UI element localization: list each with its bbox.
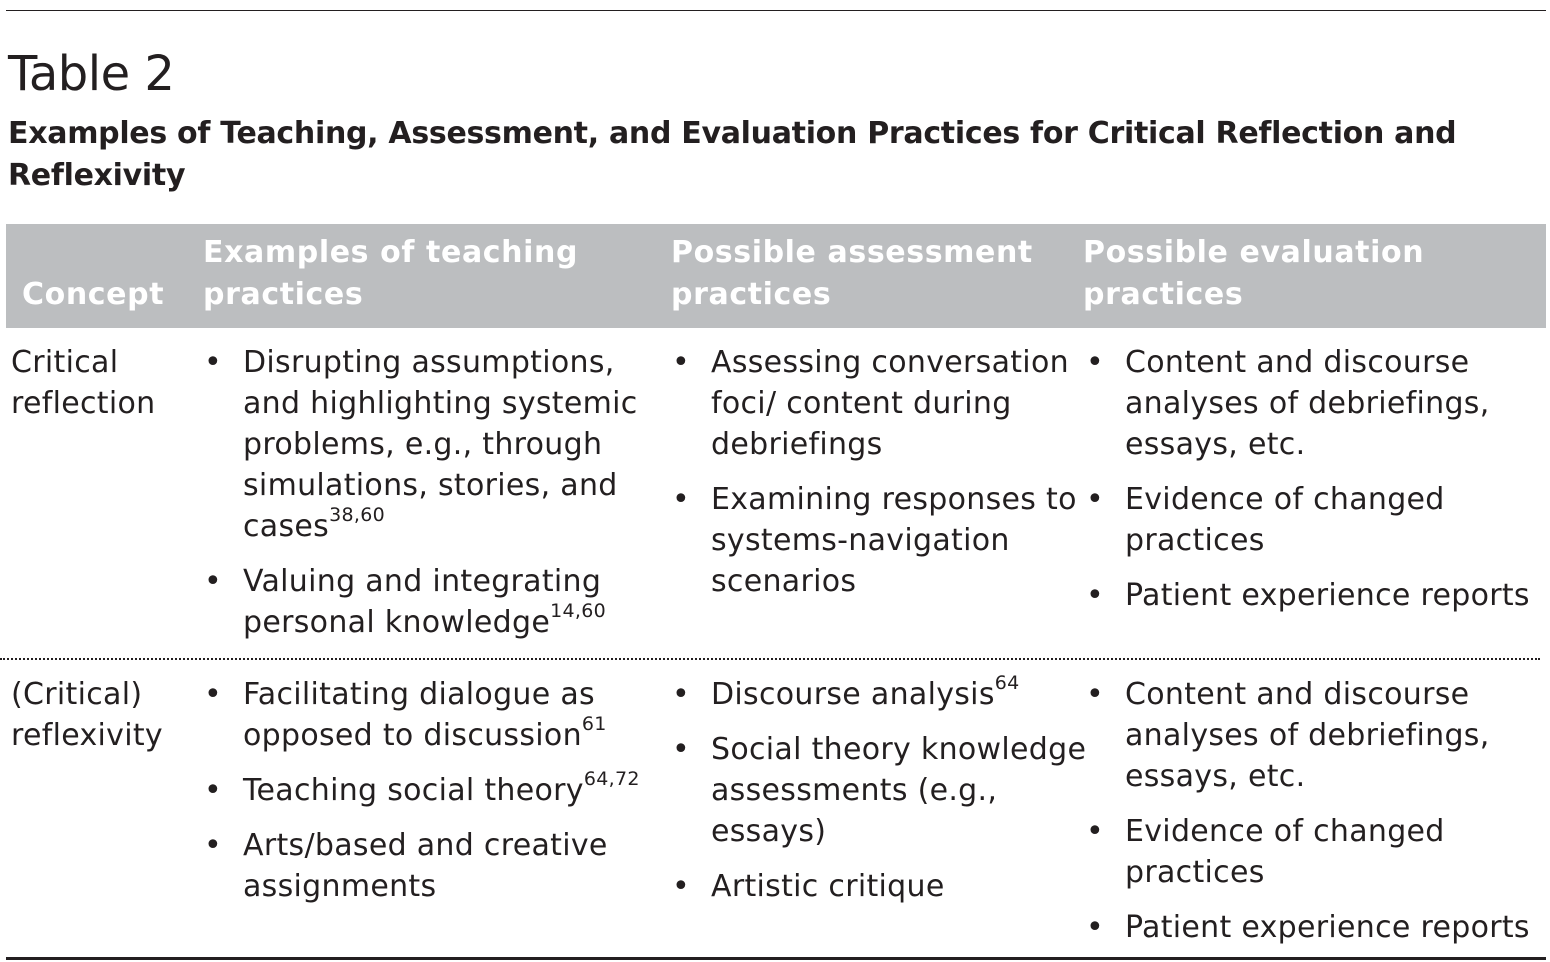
list-item (204, 561, 659, 643)
reference-superscript: 61 (581, 713, 607, 735)
bottom-rule (6, 957, 1546, 960)
header-concept: Concept (22, 277, 165, 312)
list-item (204, 770, 659, 811)
reference-superscript: 38,60 (329, 504, 386, 526)
table-row (6, 328, 1546, 660)
list-item (1086, 811, 1544, 893)
reference-superscript: 64,72 (583, 768, 640, 790)
list-item-text: Disrupting assumptions, and highlighting systemic problems, e.g., through simulations, stories, and cases (243, 345, 638, 544)
concept-cell: Critical reflection (11, 345, 156, 421)
list-item-text: Patient experience reports (1125, 910, 1530, 945)
list-item (672, 479, 1092, 602)
list-item-text: Examining responses to systems-navigation scenarios (711, 482, 1077, 599)
assessment-list (672, 674, 1092, 921)
list-item-text: Valuing and integrating personal knowledge (243, 564, 602, 640)
table-row (6, 660, 1546, 960)
practices-table (6, 224, 1546, 960)
list-item (672, 674, 1092, 715)
list-item-text: Arts/based and creative assignments (243, 828, 608, 904)
table-header-row (6, 224, 1546, 328)
list-item-text: Content and discourse analyses of debriefings, essays, etc. (1125, 677, 1490, 794)
list-item-text: Teaching social theory (243, 773, 584, 808)
top-rule (6, 10, 1546, 11)
list-item (204, 342, 659, 547)
table-label: Table 2 (8, 46, 175, 102)
evaluation-list (1086, 674, 1544, 962)
list-item (1086, 342, 1544, 465)
list-item (1086, 479, 1544, 561)
table-title: Examples of Teaching, Assessment, and Evaluation Practices for Critical Reflection and Reflexivity (8, 116, 1457, 193)
header-evaluation: Possible evaluation practices (1083, 235, 1425, 312)
list-item-text: Artistic critique (711, 869, 945, 904)
assessment-list (672, 342, 1092, 616)
list-item-text: Discourse analysis (711, 677, 995, 712)
list-item (204, 674, 659, 756)
list-item-text: Assessing conversation foci/ content during debriefings (711, 345, 1069, 462)
list-item-text: Content and discourse analyses of debriefings, essays, etc. (1125, 345, 1490, 462)
reference-superscript: 14,60 (550, 600, 607, 622)
list-item (672, 342, 1092, 465)
teaching-list (204, 342, 659, 657)
list-item-text: Evidence of changed practices (1125, 482, 1445, 558)
teaching-list (204, 674, 659, 921)
row-divider (0, 658, 1540, 660)
list-item (1086, 674, 1544, 797)
list-item (672, 866, 1092, 907)
list-item-text: Evidence of changed practices (1125, 814, 1445, 890)
list-item-text: Facilitating dialogue as opposed to discussion (243, 677, 595, 753)
list-item (672, 729, 1092, 852)
evaluation-list (1086, 342, 1544, 630)
list-item (1086, 907, 1544, 948)
header-teaching: Examples of teaching practices (203, 235, 579, 312)
list-item-text: Patient experience reports (1125, 578, 1530, 613)
header-assessment: Possible assessment practices (671, 235, 1033, 312)
list-item (204, 825, 659, 907)
concept-cell: (Critical) reflexivity (11, 677, 163, 753)
reference-superscript: 64 (994, 672, 1020, 694)
list-item-text: Social theory knowledge assessments (e.g., essays) (711, 732, 1087, 849)
list-item (1086, 575, 1544, 616)
